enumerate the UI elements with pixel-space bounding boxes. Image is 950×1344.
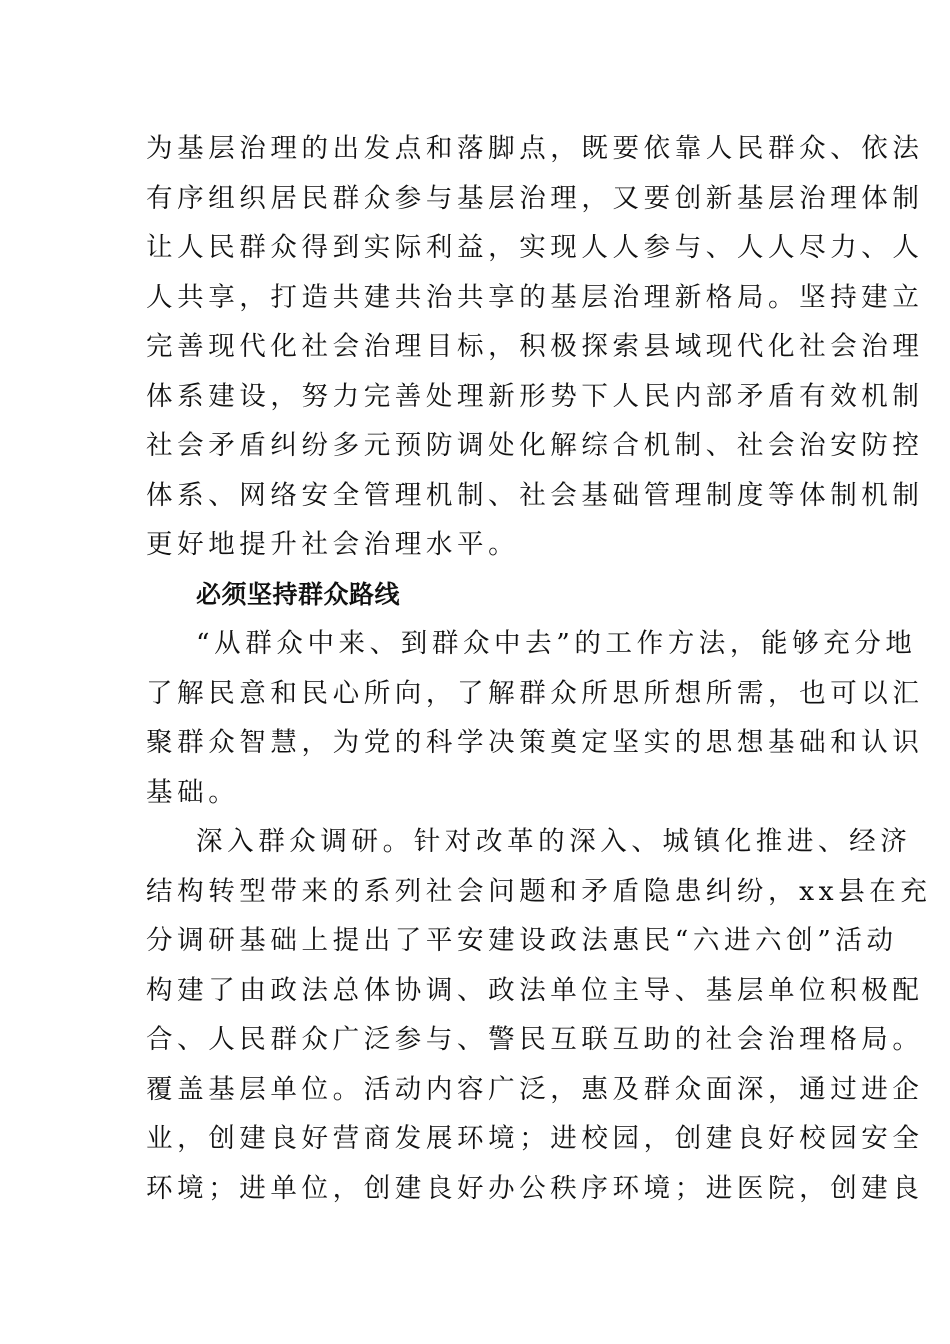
body-text xyxy=(146,124,932,1213)
text-line: 深入群众调研。针对改革的深入、城镇化推进、经济 xyxy=(196,826,912,857)
text-line: 人共享，打造共建共治共享的基层治理新格局。坚持建立 xyxy=(146,281,924,313)
text-line: 为基层治理的出发点和落脚点，既要依靠人民群众、依法 xyxy=(146,133,924,164)
text-line: 了解民意和民心所向，了解群众所思所想所需，也可以汇 xyxy=(146,677,924,709)
text-line: 基础。 xyxy=(146,776,240,808)
text-line: 更好地提升社会治理水平。 xyxy=(146,529,520,560)
text-line: 有序组织居民群众参与基层治理，又要创新基层治理体制 xyxy=(146,182,924,214)
text-line: 体系、网络安全管理机制、社会基础管理制度等体制机制 xyxy=(146,479,924,511)
text-line: 合、人民群众广泛参与、警民互联互助的社会治理格局。 xyxy=(146,1024,924,1055)
text-line: 环境；进单位，创建良好办公秩序环境；进医院，创建良 xyxy=(146,1172,924,1204)
text-line: 让人民群众得到实际利益，实现人人参与、人人尽力、人 xyxy=(146,232,924,263)
text-line: 覆盖基层单位。活动内容广泛，惠及群众面深，通过进企 xyxy=(146,1073,924,1105)
text-line: 完善现代化社会治理目标，积极探索县域现代化社会治理 xyxy=(146,331,924,362)
text-line: 构建了由政法总体协调、政法单位主导、基层单位积极配 xyxy=(146,974,924,1006)
text-line: 分调研基础上提出了平安建设政法惠民“六进六创”活动 xyxy=(146,925,898,956)
text-line: 业，创建良好营商发展环境；进校园，创建良好校园安全 xyxy=(146,1123,924,1154)
text-line: 体系建设，努力完善处理新形势下人民内部矛盾有效机制 xyxy=(146,380,924,412)
text-line: 社会矛盾纠纷多元预防调处化解综合机制、社会治安防控 xyxy=(146,430,924,461)
text-line: 结构转型带来的系列社会问题和矛盾隐患纠纷，xx县在充 xyxy=(146,875,932,907)
text-line: “从群众中来、到群众中去”的工作方法，能够充分地 xyxy=(196,628,917,659)
section-heading: 必须坚持群众路线 xyxy=(196,579,401,609)
text-line: 聚群众智慧，为党的科学决策奠定坚实的思想基础和认识 xyxy=(146,727,924,758)
